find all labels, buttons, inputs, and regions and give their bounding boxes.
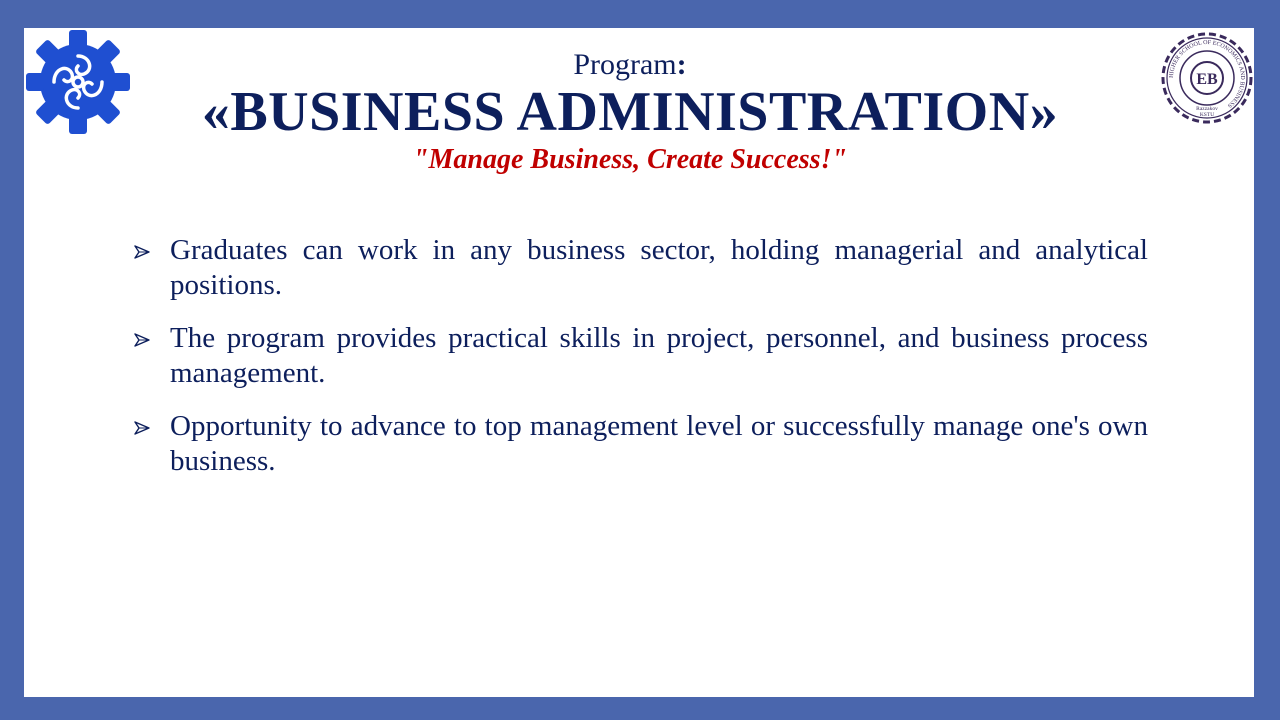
arrowhead-bullet-icon (134, 333, 150, 347)
arrowhead-bullet-icon (134, 421, 150, 435)
list-item (134, 321, 1148, 391)
slide-header (0, 48, 1260, 178)
arrowhead-bullet-icon (134, 245, 150, 259)
program-label-line (0, 48, 1260, 82)
bullet-text: The program provides practical skills in project, personnel, and business process management. (170, 322, 1148, 389)
page-title: «BUSINESS ADMINISTRATION» (201, 81, 1059, 143)
svg-text:Razzakov: Razzakov (1196, 106, 1218, 112)
bullet-list (134, 233, 1148, 497)
svg-text:HIGHER SCHOOL OF ECONOMICS AND: HIGHER SCHOOL OF ECONOMICS AND BUSINESS (1168, 39, 1246, 109)
list-item (134, 409, 1148, 479)
program-colon: : (676, 48, 687, 81)
slide (24, 28, 1254, 697)
bullet-text: Opportunity to advance to top management level or successfully manage one's own business. (170, 410, 1148, 477)
bullet-text: Graduates can work in any business sector, holding managerial and analytical positions. (170, 234, 1148, 301)
list-item (134, 233, 1148, 303)
svg-text:EB: EB (1196, 71, 1218, 88)
program-label: Program (573, 48, 677, 81)
svg-text:KSTU: KSTU (1199, 112, 1215, 118)
slogan: "Manage Business, Create Success!" (412, 144, 848, 175)
